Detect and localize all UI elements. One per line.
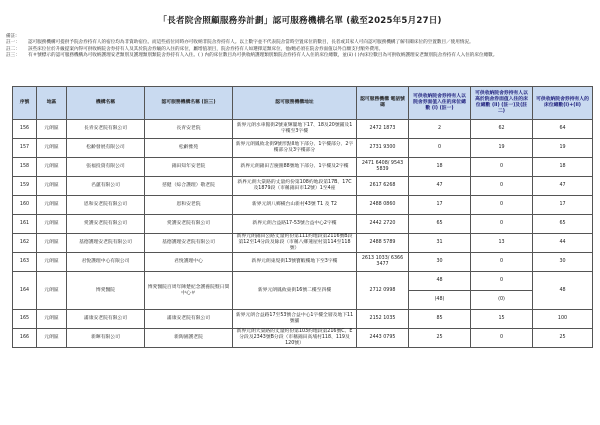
cell-beds-total: 100 [533, 310, 593, 329]
header-beds-ii: 可供收納院舍券持有人以高於院舍券面值入住的床位總數 (ii) (註一)及(註二) [471, 87, 533, 120]
table-row [13, 120, 593, 139]
cell-org: 博愛醫院 [67, 272, 145, 310]
header-beds-i: 可供收納院舍券持有人以院舍券面值入住的床位總數 (i) (註一) [409, 87, 471, 120]
cell-beds-ii: 0 [471, 329, 533, 348]
cell-beds-i: 30 [409, 253, 471, 272]
cell-address: 新界元朗大棠路的丈量約份第103約地段第216號C、E分段及2343號B分段（市稱錦田高埔村118、119及120號） [233, 329, 357, 348]
cell-home: 松齡雅苑 [145, 139, 233, 158]
cell-phone: 2731 9300 [357, 139, 409, 158]
cell-address: 新界元朗錦田吉慶圍88號地下部分、1字樓及2字樓 [233, 158, 357, 177]
table-row [13, 253, 593, 272]
cell-org: 滿康安老院有限公司 [67, 310, 145, 329]
table-row [13, 329, 593, 348]
cell-org: 愛護安老院有限公司 [67, 215, 145, 234]
cell-district: 元朗區 [37, 196, 67, 215]
cell-no: 157 [13, 139, 37, 158]
cell-no: 161 [13, 215, 37, 234]
cell-org: 松齡發展有限公司 [67, 139, 145, 158]
cell-org: 基德護理安老院有限公司 [67, 234, 145, 253]
cell-no: 158 [13, 158, 37, 177]
cell-phone: 2152 1035 [357, 310, 409, 329]
cell-home: 長青安老院 [145, 120, 233, 139]
service-org-table [12, 86, 593, 348]
note-3-text: 有＃號標示的認可服務機構為可收納護理安老類別及護理類別類院舍券持有人入住。( ) 內的床位數目為可供收納護理類別類院舍券持有人入住的床位總數，並(ii) ( )內床位數目為可供收納護理安老類別院舍券持有人入住的床位總數。 [28, 53, 498, 59]
cell-phone: 2617 6268 [357, 177, 409, 196]
cell-district: 元朗區 [37, 253, 67, 272]
cell-address: 新界元朗合益路17至53號合益中心1字樓全層及地下11號舖 [233, 310, 357, 329]
cell-beds-ii: 0 [471, 253, 533, 272]
cell-beds-i: 18 [409, 158, 471, 177]
cell-district: 元朗區 [37, 177, 67, 196]
note-2-number: 註二： [6, 46, 20, 52]
cell-beds-ii-nursing: (0) [471, 291, 533, 310]
cell-phone: 2442 2720 [357, 215, 409, 234]
cell-beds-i: 48 [409, 272, 471, 291]
cell-home: 慈健（綜合護理）敬老院 [145, 177, 233, 196]
cell-org: 張福投資有限公司 [67, 158, 145, 177]
cell-org: 新暉有限公司 [67, 329, 145, 348]
cell-beds-total: 64 [533, 120, 593, 139]
cell-home: 錦田知年安老院 [145, 158, 233, 177]
notes-section [6, 34, 594, 60]
cell-phone: 2488 0860 [357, 196, 409, 215]
cell-beds-i: 0 [409, 139, 471, 158]
cell-district: 元朗區 [37, 310, 67, 329]
cell-home: 恩和安老院 [145, 196, 233, 215]
note-1-number: 註一： [6, 40, 20, 46]
cell-beds-ii: 15 [471, 310, 533, 329]
note-3-number: 註三： [6, 53, 20, 59]
cell-address: 新界元朗鳳攸東街16號二樓至四樓 [233, 272, 357, 310]
cell-district: 元朗區 [37, 272, 67, 310]
document-title: 「長者院舍照顧服務券計劃」認可服務機構名單 (截至2025年5月27日) [158, 16, 442, 26]
cell-address: 新界元朗合益路17-53號合益中心2字樓 [233, 215, 357, 234]
table-row [13, 177, 593, 196]
cell-no: 166 [13, 329, 37, 348]
cell-district: 元朗區 [37, 139, 67, 158]
table-row [13, 196, 593, 215]
cell-beds-i: 2 [409, 120, 471, 139]
cell-district: 元朗區 [37, 215, 67, 234]
cell-org: 長青安老院有限公司 [67, 120, 145, 139]
cell-district: 元朗區 [37, 329, 67, 348]
cell-beds-total: 47 [533, 177, 593, 196]
header-org-name: 機構名稱 [67, 87, 145, 120]
cell-address: 新界元朗錦田公路丈量約份第111約地段第2116號B段第12至14分段及餘段（市稱八鄉蓮屋村第114至118號） [233, 234, 357, 253]
cell-home: 滿康安老院有限公司 [145, 310, 233, 329]
cell-address: 新界元朗鳳攸北街9號形點II地下部分、1字樓部分、2字樓部分及3字樓部分 [233, 139, 357, 158]
table-row [13, 158, 593, 177]
cell-beds-total: 25 [533, 329, 593, 348]
cell-no: 163 [13, 253, 37, 272]
cell-beds-i: 17 [409, 196, 471, 215]
cell-beds-ii: 13 [471, 234, 533, 253]
cell-org: 君悅護理中心有限公司 [67, 253, 145, 272]
cell-beds-ii: 62 [471, 120, 533, 139]
header-address: 認可服務機構地址 [233, 87, 357, 120]
cell-no: 156 [13, 120, 37, 139]
cell-beds-total: 17 [533, 196, 593, 215]
cell-no: 165 [13, 310, 37, 329]
cell-district: 元朗區 [37, 120, 67, 139]
cell-address: 新界元朗東堤街13號寶蝦樓地下至3字樓 [233, 253, 357, 272]
cell-beds-total: 65 [533, 215, 593, 234]
cell-address: 新界元朗大棠路的丈量約份第108約地段第17B、17C及1879段（市稱錦田市12號）1至4座 [233, 177, 357, 196]
cell-beds-total: 44 [533, 234, 593, 253]
table-header-row [13, 87, 593, 120]
table-row [13, 215, 593, 234]
cell-no: 162 [13, 234, 37, 253]
notes-label: 備註: [6, 34, 17, 39]
cell-beds-total: 48 [533, 272, 593, 310]
cell-org: 恩和安老院有限公司 [67, 196, 145, 215]
cell-home: 博愛醫院百周年陳楚紀念護養院暨日間中心＃ [145, 272, 233, 310]
cell-phone: 2712 0998 [357, 272, 409, 310]
cell-beds-i: 85 [409, 310, 471, 329]
header-phone: 認可服務機構 電話號碼 [357, 87, 409, 120]
header-no: 序號 [13, 87, 37, 120]
cell-no: 160 [13, 196, 37, 215]
cell-beds-ii: 19 [471, 139, 533, 158]
cell-beds-i: 25 [409, 329, 471, 348]
cell-no: 164 [13, 272, 37, 310]
cell-beds-total: 19 [533, 139, 593, 158]
header-beds-total: 可供收納院舍券持有人的床位總數(i)+(ii) [533, 87, 593, 120]
cell-phone: 2613 1033/ 6366 3477 [357, 253, 409, 272]
cell-phone: 2443 0795 [357, 329, 409, 348]
cell-address: 新界元朗八鄉橫台山新村43號 T1 及 T2 [233, 196, 357, 215]
cell-home: 君悅護理中心 [145, 253, 233, 272]
table-row [13, 234, 593, 253]
cell-address: 新界元朗水車館街2號東輝閣地下17、18及20號鋪及1字樓至3字樓 [233, 120, 357, 139]
cell-beds-total: 18 [533, 158, 593, 177]
cell-home: 基德護理安老院有限公司 [145, 234, 233, 253]
cell-beds-ii: 0 [471, 158, 533, 177]
cell-beds-i-nursing: (48) [409, 291, 471, 310]
cell-home: 新陶園護老院 [145, 329, 233, 348]
cell-beds-ii: 0 [471, 215, 533, 234]
cell-beds-total: 30 [533, 253, 593, 272]
table-row [13, 310, 593, 329]
cell-district: 元朗區 [37, 234, 67, 253]
note-2-text: 該些床位位於升級提案內得可供收納院舍券持有人及其於院舍券級的入住的床位，屬增值項目，院舍券持有人如選擇這類床位，他/她必須在院舍券面值以外自願支付額外費用。 [28, 46, 384, 52]
cell-phone: 2472 1873 [357, 120, 409, 139]
cell-home: 愛護安老院有限公司 [145, 215, 233, 234]
note-1-text: 認可服務機構可提供予院舍券持有人的宿位均為非資助宿位。而這些宿位同時亦可收納非院舍券持有人。以上數字並不代表院舍當時空置床位的數目，長者或其家人可向認可服務機構了解有關床位的空置數目／使用情況。 [28, 40, 474, 46]
cell-district: 元朗區 [37, 158, 67, 177]
cell-beds-ii: 0 [471, 177, 533, 196]
table-row [13, 272, 593, 291]
cell-org: 名蕙有限公司 [67, 177, 145, 196]
cell-beds-ii: 0 [471, 272, 533, 291]
cell-no: 159 [13, 177, 37, 196]
note-3 [6, 53, 594, 59]
cell-phone: 2488 5789 [357, 234, 409, 253]
cell-beds-i: 47 [409, 177, 471, 196]
cell-beds-i: 31 [409, 234, 471, 253]
header-home-name: 認可服務機構名稱 (註三) [145, 87, 233, 120]
cell-phone: 2471 6408/ 9543 5839 [357, 158, 409, 177]
cell-beds-ii: 0 [471, 196, 533, 215]
header-district: 地區 [37, 87, 67, 120]
table-row [13, 139, 593, 158]
cell-beds-i: 65 [409, 215, 471, 234]
